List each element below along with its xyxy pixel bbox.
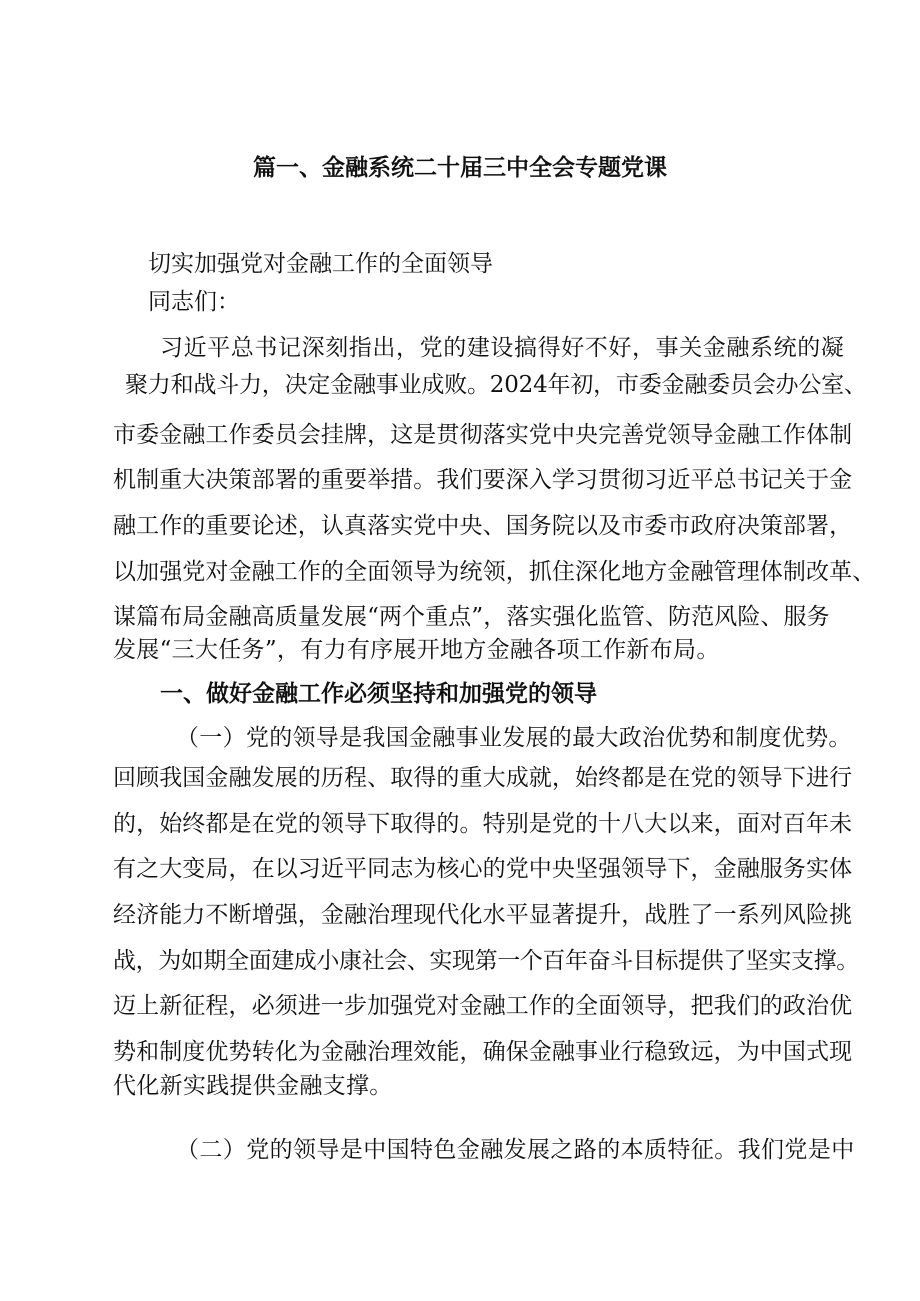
paragraph-line: 战，为如期全面建成小康社会、实现第一个百年奋斗目标提供了坚实支撑。 bbox=[113, 948, 859, 974]
paragraph-line: 迈上新征程，必须进一步加强党对金融工作的全面领导，把我们的政治优 bbox=[113, 993, 853, 1019]
paragraph-line: 以加强党对金融工作的全面领导为统领，抓住深化地方金融管理体制改革、 bbox=[113, 559, 876, 585]
paragraph-line: 融工作的重要论述，认真落实党中央、国务院以及市委市政府决策部署， bbox=[113, 513, 853, 539]
paragraph-line: 回顾我国金融发展的历程、取得的重大成就，始终都是在党的领导下进行 bbox=[113, 765, 853, 791]
section-heading: 一、做好金融工作必须坚持和加强党的领导 bbox=[160, 681, 597, 707]
salutation: 同志们： bbox=[148, 289, 240, 315]
paragraph-line: 发展“三大任务”，有力有序展开地方金融各项工作新布局。 bbox=[113, 637, 720, 663]
paragraph-line: 聚力和战斗力，决定金融事业成败。2024年初，市委金融委员会办公室、 bbox=[125, 372, 867, 398]
paragraph-line: 代化新实践提供金融支撑。 bbox=[113, 1073, 393, 1099]
paragraph-line: （一）党的领导是我国金融事业发展的最大政治优势和制度优势。 bbox=[176, 725, 852, 751]
paragraph-line: 势和制度优势转化为金融治理效能，确保金融事业行稳致远，为中国式现 bbox=[113, 1039, 853, 1065]
document-title: 篇一、金融系统二十届三中全会专题党课 bbox=[253, 155, 667, 181]
paragraph-line: （二）党的领导是中国特色金融发展之路的本质特征。我们党是中 bbox=[176, 1137, 855, 1163]
paragraph-line: 市委金融工作委员会挂牌，这是贯彻落实党中央完善党领导金融工作体制 bbox=[113, 422, 853, 448]
paragraph-line: 机制重大决策部署的重要举措。我们要深入学习贯彻习近平总书记关于金 bbox=[113, 467, 853, 493]
document-subtitle: 切实加强党对金融工作的全面领导 bbox=[148, 251, 493, 277]
paragraph-line: 经济能力不断增强，金融治理现代化水平显著提升，战胜了一系列风险挑 bbox=[113, 902, 853, 928]
paragraph-line: 有之大变局，在以习近平同志为核心的党中央坚强领导下，金融服务实体 bbox=[113, 856, 853, 882]
paragraph-line: 谋篇布局金融高质量发展“两个重点”，落实强化监管、防范风险、服务 bbox=[113, 604, 830, 630]
paragraph-line: 的，始终都是在党的领导下取得的。特别是党的十八大以来，面对百年未 bbox=[113, 811, 853, 837]
paragraph-line: 习近平总书记深刻指出，党的建设搞得好不好，事关金融系统的凝 bbox=[160, 335, 845, 361]
